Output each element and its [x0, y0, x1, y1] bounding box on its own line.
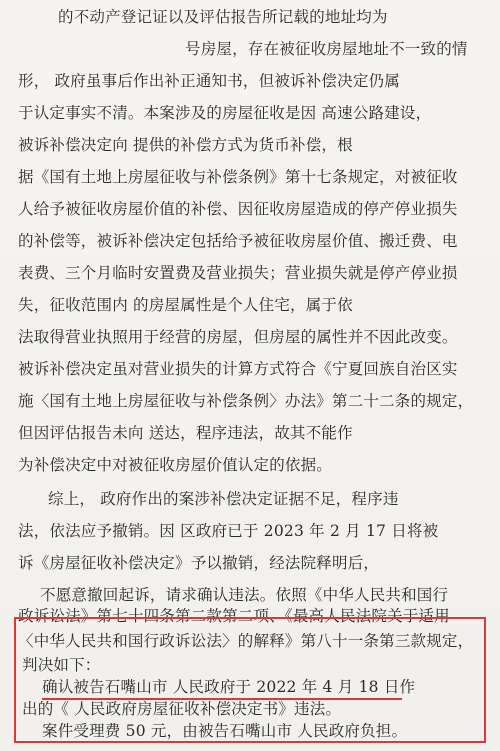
text-line: 的不动产登记证以及评估报告所记载的地址均为 [58, 8, 388, 26]
text-line: 诉《房屋征收补偿决定》予以撤销，经法院释明后， [18, 554, 380, 572]
judgment-underline [42, 698, 402, 700]
text-line: 人给予被征收房屋价值的补偿、因征收房屋造成的停产停业损失 [18, 200, 458, 218]
text-line: 〈中华人民共和国行政诉讼法〉的解释》第八十一条第三款规定， [18, 632, 474, 650]
text-line: 被诉补偿决定虽对营业损失的计算方式符合《宁夏回族自治区实 [18, 360, 458, 378]
text-line: 法取得营业执照用于经营的房屋，但房屋的属性并不因此改变。 [18, 328, 458, 346]
text-line: 的补偿等，被诉补偿决定包括给予被征收房屋价值、搬迁费、电 [18, 232, 458, 250]
text-line: 政诉讼法》第七十四条第二款第二项、《最高人民法院关于适用 [18, 607, 450, 625]
text-line: 综上， 政府作出的案涉补偿决定证据不足，程序违 [48, 490, 399, 508]
text-line: 失，征收范围内 的房屋属性是个人住宅，属于依 [18, 296, 353, 314]
text-line: 被诉补偿决定向 提供的补偿方式为货币补偿，根 [18, 136, 353, 154]
text-line: 表费、三个月临时安置费及营业损失；营业损失就是停产停业损 [18, 264, 458, 282]
text-line: 于认定事实不清。本案涉及的房屋征收是因 高速公路建设， [18, 104, 432, 122]
text-line: 形， 政府虽事后作出补正通知书，但被诉补偿决定仍属 [18, 72, 400, 90]
text-line: 施〈国有土地上房屋征收与补偿条例〉办法》第二十二条的规定， [18, 392, 474, 410]
judgment-line: 出的《 人民政府房屋征收补偿决定书》违法。 [22, 700, 342, 718]
text-line: 法，依法应予撤销。因 区政府已于 2023 年 2 月 17 日将被 [18, 522, 439, 540]
text-line: 不愿意撤回起诉，请求确认违法。依照《中华人民共和国行 [40, 586, 449, 604]
text-line: 为补偿决定中对被征收房屋价值认定的依据。 [18, 456, 333, 474]
text-line: 号房屋，存在被征收房屋地址不一致的情 [185, 40, 468, 58]
text-line: 据《国有土地上房屋征收与补偿条例》第十七条规定，对被征收 [18, 168, 458, 186]
judgment-line: 案件受理费 50 元，由被告石嘴山市 人民政府负担。 [42, 722, 408, 740]
text-line: 但因评估报告未向 送达，程序违法，故其不能作 [18, 424, 353, 442]
judgment-heading: 判决如下： [22, 656, 101, 674]
judgment-line: 确认被告石嘴山市 人民政府于 2022 年 4 月 18 日作 [42, 678, 416, 696]
